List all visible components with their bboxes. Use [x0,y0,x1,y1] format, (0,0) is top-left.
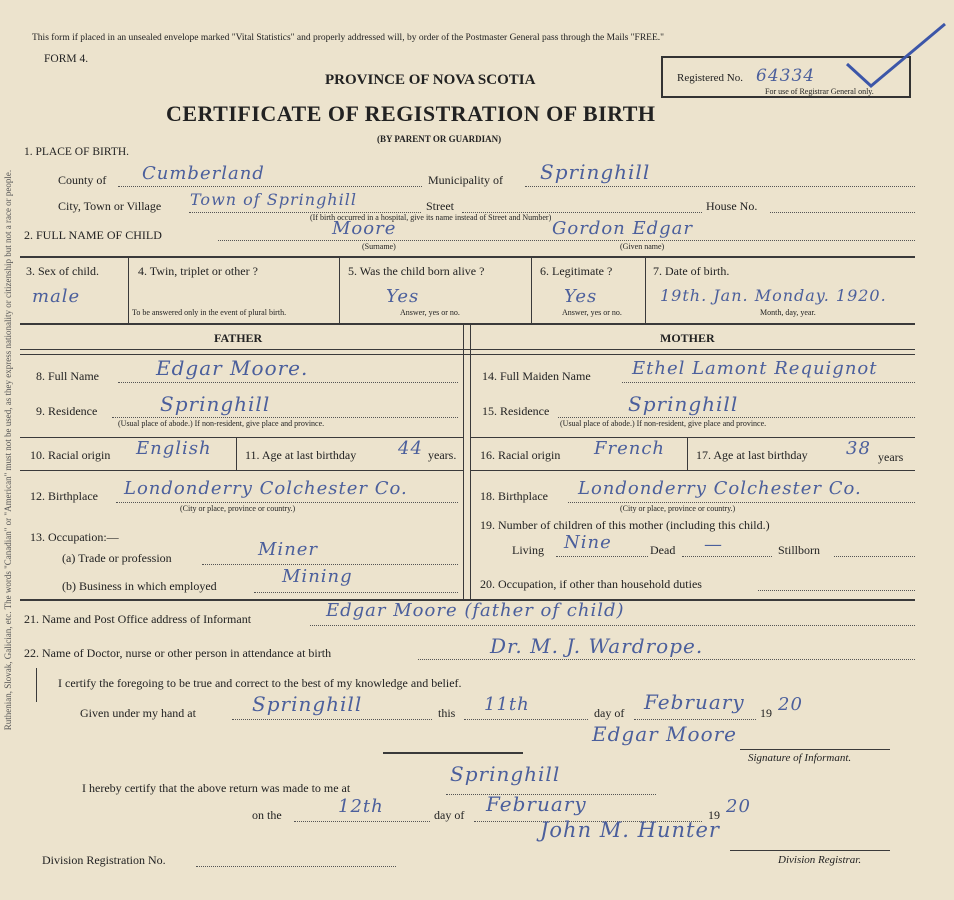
father-age-years: years. [428,448,457,462]
mother-age-label: 17. Age at last birthday [696,448,808,462]
rule [470,470,915,471]
municipality-value: Springhill [540,160,651,184]
given-under-hand-label: Given under my hand at [80,706,196,720]
line [634,719,756,720]
rule [740,749,890,750]
father-age-value: 44 [398,438,423,459]
informant-label: 21. Name and Post Office address of Informant [24,612,252,626]
rule [730,850,890,851]
born-alive-value: Yes [386,286,420,307]
father-heading: FATHER [214,331,263,345]
given-month-value: February [644,690,745,714]
mother-birthplace-value: Londonderry Colchester Co. [578,478,862,499]
father-residence-label: 9. Residence [36,404,98,418]
birth-date-note: Month, day, year. [760,308,816,317]
informant-value: Edgar Moore (father of child) [326,600,625,621]
county-label: County of [58,173,107,187]
province-heading: PROVINCE OF NOVA SCOTIA [325,72,536,88]
father-name-value: Edgar Moore. [156,356,309,380]
on-the-label: on the [252,808,282,822]
municipality-label: Municipality of [428,173,503,187]
father-birthplace-note: (City or place, province or country.) [180,504,296,513]
municipality-line [525,186,915,187]
line [116,502,458,503]
child-surname: Moore [332,218,397,239]
born-alive-label: 5. Was the child born alive ? [348,264,485,278]
father-trade-label: (a) Trade or profession [62,551,172,565]
dead-label: Dead [650,543,676,557]
division-registration-label: Division Registration No. [42,853,166,867]
mother-age-value: 38 [846,438,871,459]
father-residence-note: (Usual place of abode.) If non-resident, give place and province. [118,419,325,428]
registrar-year-value: 20 [726,796,751,817]
rule [236,437,237,470]
house-number-line [770,212,915,213]
form-number: FORM 4. [44,53,89,65]
father-residence-value: Springhill [160,392,271,416]
postal-notice: This form if placed in an unsealed envelope marked "Vital Statistics" and properly addressed will, by order of the Postmaster General pass through the Mails "FREE." [32,33,665,43]
line [568,502,915,503]
rule [36,668,37,702]
line [464,719,588,720]
mother-residence-value: Springhill [628,392,739,416]
given-name-caption: (Given name) [620,242,665,251]
line [294,821,430,822]
mother-birthplace-label: 18. Birthplace [480,489,548,503]
registrar-month-value: February [486,792,587,816]
born-alive-note: Answer, yes or no. [400,308,460,317]
registrar-year-prefix: 19 [708,808,720,822]
child-name-line [218,240,915,241]
informant-signature: Edgar Moore [592,722,738,746]
father-business-label: (b) Business in which employed [62,579,217,593]
doctor-label: 22. Name of Doctor, nurse or other person in attendance at birth [24,646,332,660]
check-mark-icon [845,20,950,90]
child-given-name: Gordon Edgar [552,218,694,239]
line [310,625,915,626]
twin-label: 4. Twin, triplet or other ? [138,264,258,278]
sex-value: male [32,286,81,307]
street-label: Street [426,199,454,213]
place-of-birth-heading: 1. PLACE OF BIRTH. [24,146,130,158]
father-occupation-label: 13. Occupation:— [30,530,119,544]
house-number-label: House No. [706,199,758,213]
father-name-label: 8. Full Name [36,369,99,383]
side-margin-text: Ruthenian, Slovak, Galician, etc. The words "Canadian" or "American" must not be used, as they express nationality or citizenship but not a race or people. [3,169,13,731]
line [418,659,915,660]
child-name-label: 2. FULL NAME OF CHILD [24,228,162,242]
line [558,417,915,418]
registrar-day-value: 12th [338,796,384,817]
mother-name-value: Ethel Lamont Requignot [632,358,878,379]
separator [383,752,523,754]
surname-caption: (Surname) [362,242,396,251]
rule [687,437,688,470]
line [758,590,915,591]
rule [463,325,464,600]
rule [20,470,463,471]
mother-residence-label: 15. Residence [482,404,550,418]
living-value: Nine [564,532,612,553]
mother-race-label: 16. Racial origin [480,448,561,462]
hospital-note: (If birth occurred in a hospital, give its name instead of Street and Number) [310,213,552,222]
line [622,382,915,383]
line [202,564,458,565]
city-label: City, Town or Village [58,199,162,213]
mother-heading: MOTHER [660,331,715,345]
legitimate-label: 6. Legitimate ? [540,264,613,278]
mother-occupation-label: 20. Occupation, if other than household duties [480,577,702,591]
birth-date-label: 7. Date of birth. [653,264,730,278]
sex-label: 3. Sex of child. [26,264,99,278]
mother-age-years: years [878,450,904,464]
given-year-value: 20 [778,694,803,715]
legitimate-note: Answer, yes or no. [562,308,622,317]
father-trade-value: Miner [258,539,319,560]
rule [20,437,463,438]
given-day-value: 11th [484,694,530,715]
certificate-subtitle: (BY PARENT OR GUARDIAN) [377,134,502,144]
city-value: Town of Springhill [190,190,357,209]
given-place-value: Springhill [252,692,363,716]
certificate-title: CERTIFICATE OF REGISTRATION OF BIRTH [166,101,656,126]
day-of-label: day of [594,706,625,720]
rule [128,258,129,323]
this-label: this [438,706,456,720]
father-business-value: Mining [282,566,353,587]
living-label: Living [512,543,544,557]
mother-residence-note: (Usual place of abode.) If non-resident, give place and province. [560,419,767,428]
doctor-value: Dr. M. J. Wardrope. [490,634,704,658]
year-prefix: 19 [760,706,772,720]
mother-name-label: 14. Full Maiden Name [482,369,591,383]
father-birthplace-value: Londonderry Colchester Co. [124,478,408,499]
rule [470,325,471,600]
rule [531,258,532,323]
legitimate-value: Yes [564,286,598,307]
county-line [118,186,422,187]
dead-value: — [704,534,723,555]
rule [20,349,915,350]
registrar-signature: John M. Hunter [540,818,720,842]
rule [645,258,646,323]
registrar-place-value: Springhill [450,762,561,786]
rule [20,354,915,355]
mother-children-label: 19. Number of children of this mother (including this child.) [480,518,770,532]
father-race-label: 10. Racial origin [30,448,111,462]
rule [339,258,340,323]
father-age-label: 11. Age at last birthday [245,448,357,462]
county-value: Cumberland [142,163,265,184]
rule [20,323,915,325]
line [556,556,648,557]
registrar-statement: I hereby certify that the above return was made to me at [82,781,351,795]
registrar-day-of-label: day of [434,808,465,822]
birth-date-value: 19th. Jan. Monday. 1920. [660,286,887,305]
line [232,719,432,720]
certify-statement: I certify the foregoing to be true and correct to the best of my knowledge and belief. [58,676,462,690]
father-race-value: English [136,438,212,459]
line [118,382,458,383]
division-registrar-caption: Division Registrar. [778,854,862,866]
father-birthplace-label: 12. Birthplace [30,489,98,503]
twin-note: To be answered only in the event of plural birth. [132,308,287,317]
mother-race-value: French [594,438,666,459]
line [834,556,915,557]
registered-label: Registered No. [677,72,743,84]
line [112,417,458,418]
line [196,866,396,867]
line [682,556,772,557]
registered-number: 64334 [756,66,816,86]
line [254,592,458,593]
mother-birthplace-note: (City or place, province or country.) [620,504,736,513]
stillborn-label: Stillborn [778,543,821,557]
signature-of-informant-caption: Signature of Informant. [748,752,852,764]
registrar-general-note: For use of Registrar General only. [765,87,874,96]
rule [20,256,915,258]
